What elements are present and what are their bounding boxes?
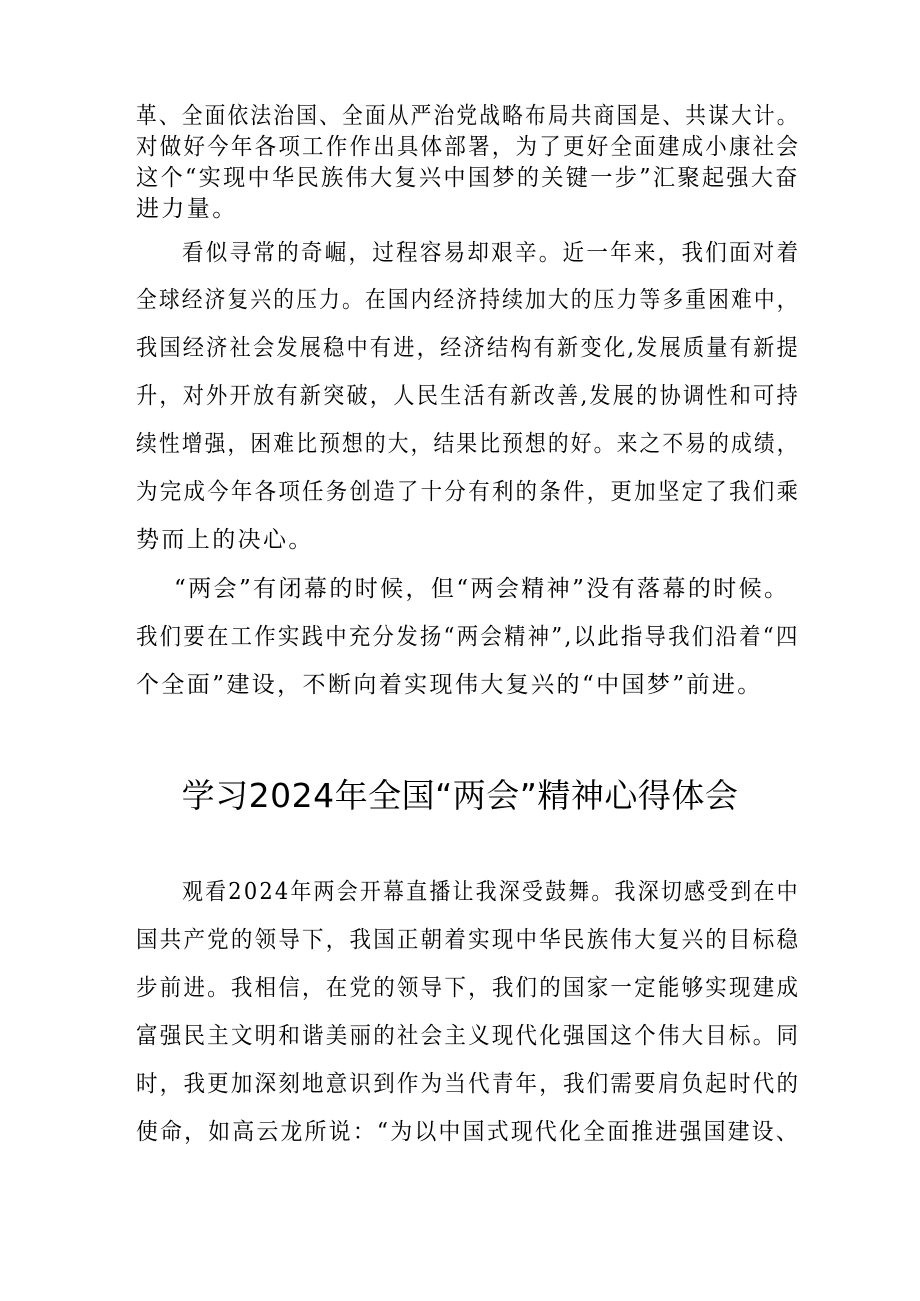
paragraph-2-line-1: 看似寻常的奇崛，过程容易却艰辛。近一年来，我们面对着 <box>182 240 801 266</box>
paragraph-3-line-1: “两会”有闭幕的时候，但“两会精神”没有落幕的时候。 <box>174 576 790 602</box>
paragraph-2-line-2: 全球经济复兴的压力。在国内经济持续加大的压力等多重困难中， <box>136 287 800 313</box>
paragraph-4-line-6: 使命，如高云龙所说：“为以中国式现代化全面推进强国建设、 <box>136 1119 800 1145</box>
paragraph-1-line-3: 这个“实现中华民族伟大复兴中国梦的关键一步”汇聚起强大奋 <box>136 165 800 191</box>
paragraph-1-line-4: 进力量。 <box>136 196 238 222</box>
paragraph-2-line-5: 续性增强，困难比预想的大，结果比预想的好。来之不易的成绩， <box>136 431 800 457</box>
paragraph-3-line-2: 我们要在工作实践中充分发扬“两会精神”,以此指导我们沿着“四 <box>136 624 800 650</box>
paragraph-1-line-1: 革、全面依法治国、全面从严治党战略布局共商国是、共谋大计。 <box>136 103 800 129</box>
paragraph-2-line-4: 升，对外开放有新突破，人民生活有新改善,发展的协调性和可持 <box>136 383 800 409</box>
paragraph-3-line-3: 个全面”建设，不断向着实现伟大复兴的“中国梦”前进。 <box>136 672 763 698</box>
paragraph-4-line-2: 国共产党的领导下，我国正朝着实现中华民族伟大复兴的目标稳 <box>136 927 801 953</box>
paragraph-4-line-3: 步前进。我相信，在党的领导下，我们的国家一定能够实现建成 <box>136 975 801 1001</box>
paragraph-2-line-3: 我国经济社会发展稳中有进，经济结构有新变化,发展质量有新提 <box>136 335 800 361</box>
paragraph-4-line-5: 时，我更加深刻地意识到作为当代青年，我们需要肩负起时代的 <box>136 1071 801 1097</box>
paragraph-4-line-4: 富强民主文明和谐美丽的社会主义现代化强国这个伟大目标。同 <box>136 1023 801 1049</box>
paragraph-2-line-6: 为完成今年各项任务创造了十分有利的条件，更加坚定了我们乘 <box>136 479 801 505</box>
section-title: 学习2024年全国“两会”精神心得体会 <box>181 776 739 815</box>
paragraph-2-line-7: 势而上的决心。 <box>136 527 314 553</box>
paragraph-1-line-2: 对做好今年各项工作作出具体部署，为了更好全面建成小康社会 <box>136 134 801 160</box>
paragraph-4-line-1: 观看2024年两会开幕直播让我深受鼓舞。我深切感受到在中 <box>182 879 800 905</box>
